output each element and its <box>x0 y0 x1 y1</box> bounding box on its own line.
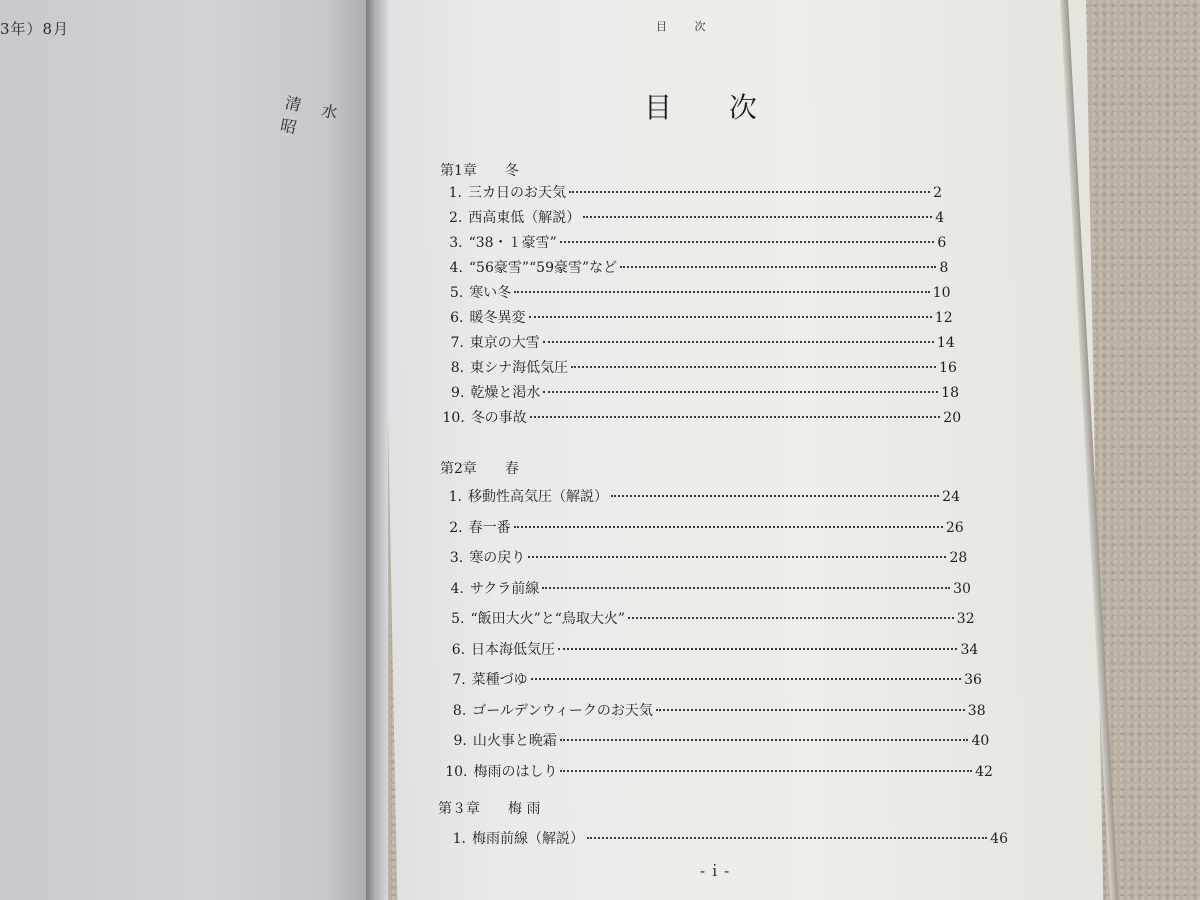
dot-leader <box>569 191 930 193</box>
dot-leader <box>558 648 957 650</box>
dot-leader <box>543 341 934 343</box>
dot-leader <box>628 617 954 619</box>
entry-title: “38・１豪雪” <box>468 235 557 251</box>
left-page <box>0 0 372 900</box>
entry-title: 梅雨前線（解説） <box>472 831 584 847</box>
toc-entry <box>434 332 955 352</box>
dot-leader <box>560 739 969 741</box>
entry-number: 3. <box>449 550 464 566</box>
entry-title: 寒の戻り <box>469 550 526 566</box>
page-title: 目 次 <box>644 91 781 124</box>
dot-leader <box>560 241 935 243</box>
chapter-label: 第1章 <box>440 163 477 179</box>
entry-page-number: 18 <box>941 385 959 401</box>
entry-number: 4. <box>450 580 464 597</box>
dot-leader <box>543 391 938 393</box>
entry-number: 6. <box>450 310 464 326</box>
entry-page-number: 28 <box>949 550 968 566</box>
book-gutter <box>366 0 388 900</box>
left-page-header: 3年）8月 <box>0 20 70 38</box>
dot-leader <box>531 678 961 680</box>
entry-page-number: 30 <box>953 580 971 597</box>
dot-leader <box>611 495 939 497</box>
entry-title: 菜種づゆ <box>471 672 528 688</box>
entry-number: 7. <box>450 335 464 351</box>
entry-number: 8. <box>452 702 467 719</box>
dot-leader <box>571 366 936 368</box>
entry-page-number: 32 <box>956 611 975 627</box>
toc-entry <box>433 257 948 277</box>
entry-number: 2. <box>449 519 463 536</box>
toc-entry <box>434 307 953 327</box>
entry-page-number: 4 <box>935 210 945 226</box>
entry-title: 冬の事故 <box>470 410 527 426</box>
toc-entry <box>436 828 1008 848</box>
dot-leader <box>529 316 932 318</box>
entry-page-number: 12 <box>934 310 953 326</box>
toc-entry <box>435 639 978 659</box>
entry-page-number: 14 <box>936 335 955 351</box>
entry-page-number: 46 <box>990 831 1008 847</box>
toc-entry <box>433 517 964 537</box>
entry-title: 移動性高気圧（解説） <box>468 489 608 505</box>
toc-entry <box>433 232 947 252</box>
entry-title: 日本海低気圧 <box>471 641 556 658</box>
entry-title: ゴールデンウィークのお天気 <box>472 702 653 719</box>
toc-entry <box>434 357 957 377</box>
dot-leader <box>530 416 941 418</box>
chapter-label: 第３章 <box>438 801 480 817</box>
entry-number: 10. <box>442 410 465 426</box>
entry-page-number: 40 <box>971 733 990 749</box>
toc-entry <box>432 486 960 506</box>
entry-title: “飯田大火”と“鳥取大火” <box>470 611 626 627</box>
entry-page-number: 6 <box>937 235 947 251</box>
toc-entry <box>433 547 967 567</box>
dot-leader <box>514 291 929 293</box>
entry-number: 1. <box>452 831 466 847</box>
toc-entry <box>433 282 950 302</box>
entry-number: 10. <box>445 763 468 780</box>
entry-title: 寒い冬 <box>469 285 512 301</box>
left-page-author: 清 水 昭 <box>278 92 348 140</box>
dot-leader <box>542 587 950 589</box>
entry-title: 三カ日のお天気 <box>468 185 566 201</box>
entry-page-number: 38 <box>967 702 986 719</box>
entry-number: 9. <box>451 385 465 401</box>
entry-number: 7. <box>452 672 466 688</box>
entry-title: “56豪雪”“59豪雪”など <box>468 260 618 276</box>
dot-leader <box>514 526 943 528</box>
toc-entry <box>434 608 974 628</box>
dot-leader <box>528 556 946 558</box>
dot-leader <box>656 709 965 711</box>
entry-number: 2. <box>448 210 463 226</box>
chapter-heading <box>440 458 519 478</box>
entry-page-number: 36 <box>964 672 982 688</box>
entry-number: 9. <box>453 733 467 749</box>
entry-title: 西高東低（解説） <box>468 210 581 226</box>
entry-page-number: 8 <box>939 260 949 276</box>
entry-number: 8. <box>450 360 465 376</box>
chapter-name: 春 <box>504 461 519 477</box>
entry-title: 梅雨のはしり <box>473 763 558 780</box>
dot-leader <box>587 837 987 839</box>
entry-title: 暖冬異変 <box>469 310 526 326</box>
entry-page-number: 16 <box>939 360 957 376</box>
chapter-name: 冬 <box>504 163 519 179</box>
chapter-heading <box>438 798 540 818</box>
entry-number: 6. <box>451 641 466 658</box>
entry-page-number: 42 <box>975 763 993 780</box>
entry-title: 東京の大雪 <box>469 335 540 351</box>
entry-title: サクラ前線 <box>469 580 540 597</box>
toc-entry <box>436 700 985 720</box>
toc-entry <box>437 761 992 781</box>
entry-number: 1. <box>448 185 462 201</box>
dot-leader <box>560 770 972 772</box>
entry-title: 乾燥と渇水 <box>470 385 541 401</box>
entry-page-number: 20 <box>943 410 962 426</box>
entry-number: 5. <box>449 285 464 301</box>
entry-title: 春一番 <box>468 519 511 536</box>
toc-entry <box>434 382 959 402</box>
chapter-heading <box>440 160 519 180</box>
entry-page-number: 26 <box>945 519 964 536</box>
entry-number: 1. <box>448 489 462 505</box>
entry-title: 東シナ海低気圧 <box>470 360 569 376</box>
dot-leader <box>583 216 932 218</box>
entry-number: 3. <box>449 235 463 251</box>
toc-entry <box>437 730 989 750</box>
entry-page-number: 2 <box>933 185 942 201</box>
entry-title: 山火事と晩霜 <box>472 733 557 749</box>
dot-leader <box>620 266 936 268</box>
running-head: 目 次 <box>656 20 718 33</box>
toc-entry <box>432 207 944 227</box>
toc-entry <box>432 182 942 202</box>
entry-page-number: 24 <box>942 489 960 505</box>
page-number: -ｉ- <box>700 862 732 880</box>
entry-page-number: 34 <box>960 641 979 658</box>
entry-number: 5. <box>451 611 465 627</box>
toc-entry <box>435 407 961 427</box>
chapter-name: 梅 雨 <box>508 801 541 817</box>
entry-page-number: 10 <box>932 285 951 301</box>
toc-entry <box>434 578 971 598</box>
entry-number: 4. <box>449 260 463 276</box>
chapter-label: 第2章 <box>440 461 477 477</box>
toc-entry <box>436 669 982 689</box>
